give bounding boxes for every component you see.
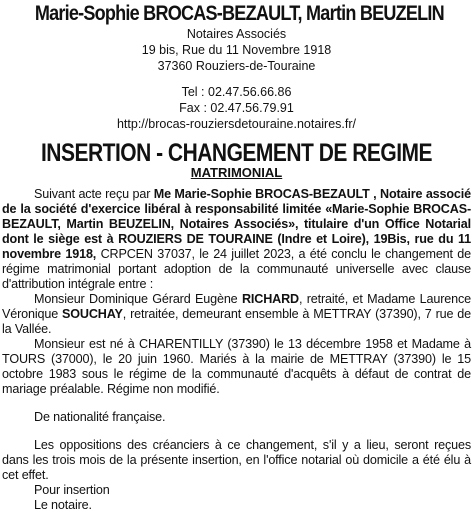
deed-details: CRPCEN 37037, le 24 juillet 2023, a été conclu le changement de régime matrimonial portant adoption de la communauté universelle avec clause d'attribution intégrale entre : [2,247,471,291]
office-name: Notaires Associés [186,27,287,41]
deed-notary: Me Marie-Sophie BROCAS-BEZAULT , Notaire associé de la société d'exercice libéral à responsabilité limitée «Marie-Sophie BROCAS-BEZAULT, Martin BEUZELIN, Notaires Associés», titulaire d'un Office Notarial dont le siège est à ROUZIERS DE TOURAINE (Indre et Loire), 19Bis, rue du 11 novembre 1918, [2,187,471,261]
phone-number: Tel : 02.47.56.66.86 [181,85,292,99]
website-link[interactable]: http://brocas-rouziersdetouraine.notaires.fr/ [116,117,356,131]
notice-title-block [2,140,471,180]
body-gap [2,397,471,410]
body-gap [2,425,471,438]
deed-intro: Suivant acte reçu par [34,187,154,201]
party-wife-given: , retraité, et Madame Laurence Véronique [2,292,471,321]
paragraph-nationality: De nationalité française. [34,410,166,424]
notary-header [2,2,471,132]
header-gap [2,74,471,84]
paragraph-oppositions: Les oppositions des créanciers à ce changement, s'il y a lieu, seront reçues dans les trois mois de la présente insertion, en l'office notarial où domicile a été élu à cet effet. [2,438,471,482]
party-wife-surname: SOUCHAY [62,307,123,321]
notice-subtitle: MATRIMONIAL [190,165,283,180]
city-address: 37360 Rouziers-de-Touraine [157,59,316,73]
street-address: 19 bis, Rue du 11 Novembre 1918 [141,43,332,57]
paragraph-deed [2,187,471,292]
notary-names: Marie-Sophie BROCAS-BEZAULT, Martin BEUZELIN [34,2,444,25]
closing-signature: Le notaire. [34,498,92,512]
closing-for-insertion: Pour insertion [34,483,110,497]
party-husband-surname: RICHARD [241,292,299,306]
paragraph-parties [2,292,471,337]
notice-body [2,187,471,513]
paragraph-birth-marriage: Monsieur est né à CHARENTILLY (37390) le 13 décembre 1958 et Madame à TOURS (37000), le 20 juin 1960. Mariés à la mairie de METTRAY (37390) le 15 octobre 1983 sous le régime de la communauté d'acquêts à défaut de contrat de mariage préalable. Régime non modifié. [2,337,471,396]
party-husband-given: Monsieur Dominique Gérard Eugène [34,292,242,306]
party-residence: , retraitée, demeurant ensemble à METTRAY (37390), 7 rue de la Vallée. [2,307,471,336]
fax-number: Fax : 02.47.56.79.91 [179,101,294,115]
notice-title: INSERTION - CHANGEMENT DE REGIME [40,139,433,167]
